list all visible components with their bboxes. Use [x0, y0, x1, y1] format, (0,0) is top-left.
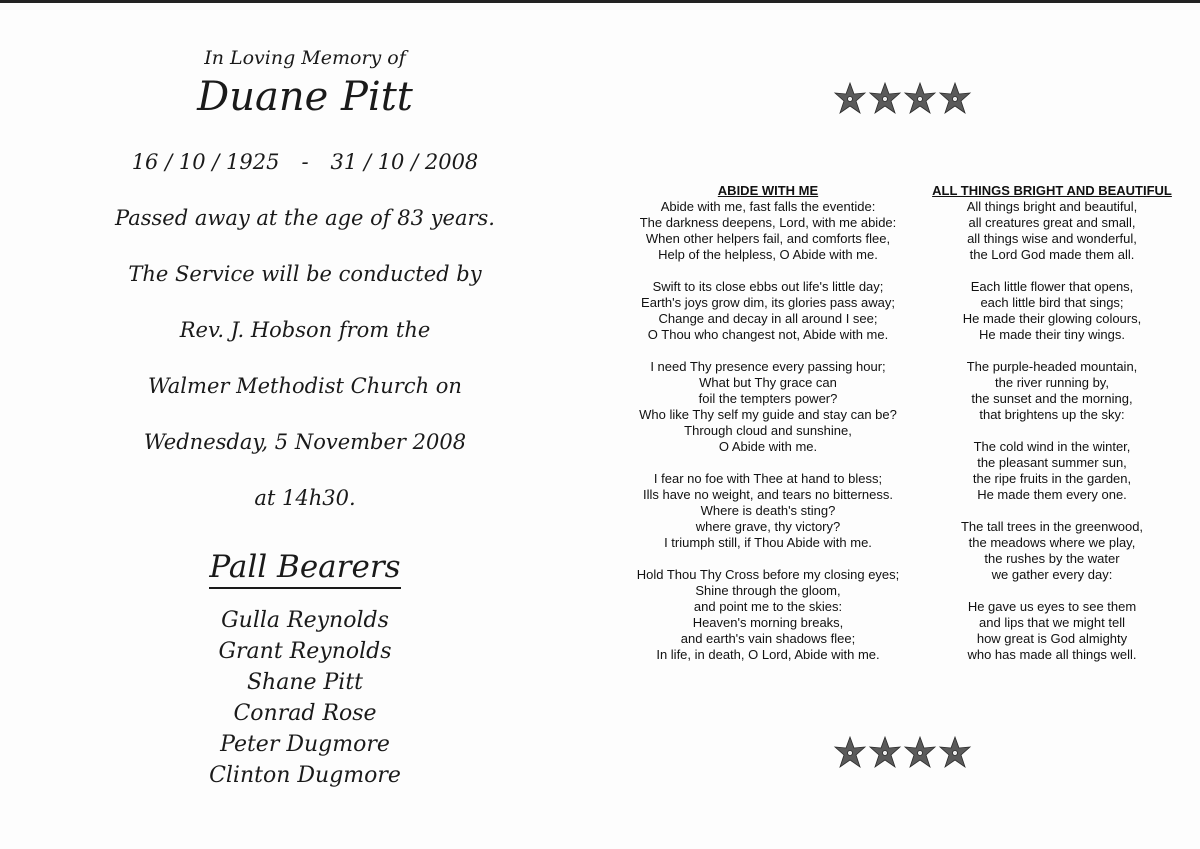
intro-text: In Loving Memory of	[204, 47, 406, 69]
verse-line: and lips that we might tell	[979, 615, 1125, 630]
verse-line: and point me to the skies:	[693, 599, 843, 614]
verse-line: When other helpers fail, and comforts flee,	[645, 231, 891, 246]
verse-line: the sunset and the morning,	[971, 391, 1133, 406]
verse-line: the rushes by the water	[984, 551, 1120, 566]
verse-line: Hold Thou Thy Cross before my closing eyes;	[636, 567, 900, 582]
verse-line: The darkness deepens, Lord, with me abide:	[639, 215, 897, 230]
verse-line: O Abide with me.	[718, 439, 818, 454]
verse-line: The cold wind in the winter,	[973, 439, 1131, 454]
verse-line: Help of the helpless, O Abide with me.	[658, 247, 878, 262]
verse-line: where grave, thy victory?	[695, 519, 841, 534]
service-date-line: Wednesday, 5 November 2008	[143, 430, 467, 454]
date-died: 31 / 10 / 2008	[330, 150, 479, 174]
minister-line: Rev. J. Hobson from the	[179, 318, 431, 342]
pall-bearer: Peter Dugmore	[220, 732, 390, 757]
service-line: The Service will be conducted by	[128, 262, 482, 286]
hymn-verse	[618, 359, 918, 455]
verse-line: What but Thy grace can	[699, 375, 837, 390]
hymn-verse	[912, 279, 1192, 343]
hymn-verse	[618, 279, 918, 343]
verse-line: Earth's joys grow dim, its glories pass away;	[641, 295, 895, 310]
hymn-verse	[912, 199, 1192, 263]
verse-line: the Lord God made them all.	[969, 247, 1135, 262]
pall-bearers-heading: Pall Bearers	[209, 547, 400, 589]
hymn-verse	[912, 439, 1192, 503]
hymn-verse	[912, 359, 1192, 423]
pall-bearer: Conrad Rose	[233, 701, 377, 726]
verse-line: foil the tempters power?	[698, 391, 838, 406]
pall-bearers-list	[110, 605, 500, 791]
verse-line: I need Thy presence every passing hour;	[650, 359, 886, 374]
flower-border-icon	[830, 77, 980, 121]
verse-line: I triumph still, if Thou Abide with me.	[664, 535, 872, 550]
pall-bearer: Clinton Dugmore	[209, 763, 401, 788]
verse-line: we gather every day:	[991, 567, 1113, 582]
pall-bearer: Gulla Reynolds	[221, 608, 389, 633]
life-dates	[110, 147, 500, 177]
verse-line: In life, in death, O Lord, Abide with me.	[656, 647, 880, 662]
hymn-title: ALL THINGS BRIGHT AND BEAUTIFUL	[932, 183, 1172, 198]
verse-line: all creatures great and small,	[968, 215, 1136, 230]
verse-line: He made their tiny wings.	[979, 327, 1125, 342]
verse-line: all things wise and wonderful,	[967, 231, 1137, 246]
verse-line: Ills have no weight, and tears no bitterness.	[642, 487, 894, 502]
verse-line: He made their glowing colours,	[962, 311, 1142, 326]
pall-bearer: Grant Reynolds	[218, 639, 392, 664]
hymn-title: ABIDE WITH ME	[717, 183, 819, 198]
verse-line: Where is death's sting?	[700, 503, 836, 518]
verse-line: The purple-headed mountain,	[966, 359, 1138, 374]
verse-line: Each little flower that opens,	[970, 279, 1134, 294]
verse-line: Through cloud and sunshine,	[684, 423, 852, 438]
date-born: 16 / 10 / 1925	[131, 150, 280, 174]
verse-line: the ripe fruits in the garden,	[972, 471, 1132, 486]
memorial-details	[110, 45, 500, 791]
verse-line: the meadows where we play,	[968, 535, 1136, 550]
verse-line: Shine through the gloom,	[695, 583, 841, 598]
verse-line: O Thou who changest not, Abide with me.	[647, 327, 889, 342]
verse-line: and earth's vain shadows flee;	[680, 631, 856, 646]
verse-line: All things bright and beautiful,	[966, 199, 1138, 214]
verse-line: The tall trees in the greenwood,	[960, 519, 1144, 534]
flower-border-icon	[830, 731, 980, 775]
verse-line: Swift to its close ebbs out life's little day;	[652, 279, 884, 294]
verse-line: Change and decay in all around I see;	[658, 311, 878, 326]
service-time-line: at 14h30.	[254, 486, 356, 510]
verse-line: He made them every one.	[977, 487, 1127, 502]
verse-line: the river running by,	[995, 375, 1109, 390]
hymn-verse	[912, 519, 1192, 583]
verse-line: Who like Thy self my guide and stay can be?	[639, 407, 897, 422]
hymn-abide-with-me	[618, 183, 918, 679]
verse-line: I fear no foe with Thee at hand to bless;	[653, 471, 883, 486]
hymn-all-things-bright	[912, 183, 1192, 679]
deceased-name: Duane Pitt	[197, 74, 413, 120]
church-line: Walmer Methodist Church on	[148, 374, 462, 398]
verse-line: how great is God almighty	[976, 631, 1128, 646]
date-separator: -	[301, 150, 309, 174]
verse-line: each little bird that sings;	[980, 295, 1124, 310]
hymn-verse	[618, 471, 918, 551]
age-line: Passed away at the age of 83 years.	[115, 206, 495, 230]
verse-line: He gave us eyes to see them	[967, 599, 1137, 614]
verse-line: that brightens up the sky:	[979, 407, 1125, 422]
pall-bearer: Shane Pitt	[246, 670, 364, 695]
verse-line: Heaven's morning breaks,	[692, 615, 844, 630]
verse-line: who has made all things well.	[967, 647, 1137, 662]
hymn-verse	[618, 199, 918, 263]
hymn-verse	[618, 567, 918, 663]
hymn-verse	[912, 599, 1192, 663]
verse-line: the pleasant summer sun,	[977, 455, 1127, 470]
verse-line: Abide with me, fast falls the eventide:	[660, 199, 876, 214]
